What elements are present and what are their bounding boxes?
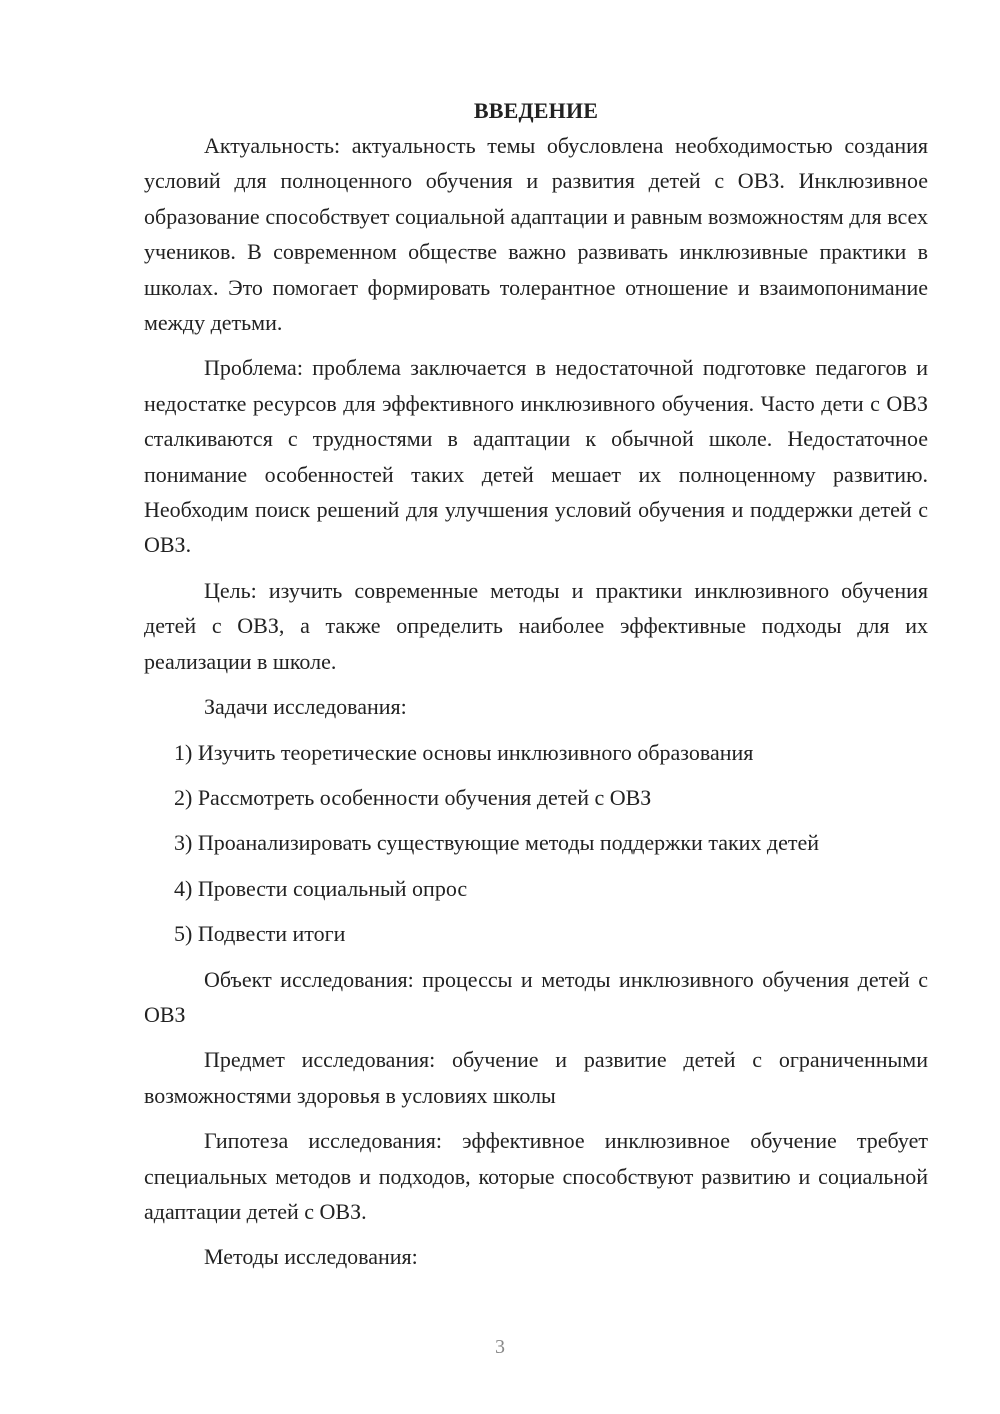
goal-paragraph: Цель: изучить современные методы и практики инклюзивного обучения детей с ОВЗ, а также определить наиболее эффективные подходы для их реализации в школе. (144, 577, 928, 674)
methods-heading: Методы исследования: (204, 1244, 418, 1270)
problem-paragraph: Проблема: проблема заключается в недостаточной подготовке педагогов и недостатке ресурсов для эффективного инклюзивного обучения. Часто дети с ОВЗ сталкиваются с трудностями в адаптации к обычной школе. Недостаточное понимание особенностей таких детей мешает их полноценному развитию. Необходим поиск решений для улучшения условий обучения и поддержки детей с ОВЗ. (144, 355, 928, 558)
tasks-list (144, 735, 928, 952)
page-number: 3 (495, 1336, 505, 1358)
task-item: 1) Изучить теоретические основы инклюзивного образования (174, 739, 754, 765)
task-item: 2) Рассмотреть особенности обучения детей с ОВЗ (174, 784, 652, 810)
relevance-paragraph: Актуальность: актуальность темы обусловлена необходимостью создания условий для полноценного обучения и развития детей с ОВЗ. Инклюзивное образование способствует социальной адаптации и равным возможностям для всех учеников. В современном обществе важно развивать инклюзивные практики в школах. Это помогает формировать толерантное отношение и взаимопонимание между детьми. (144, 133, 928, 336)
object-paragraph: Объект исследования: процессы и методы инклюзивного обучения детей с ОВЗ (144, 966, 928, 1027)
hypothesis-paragraph: Гипотеза исследования: эффективное инклюзивное обучение требует специальных методов и подходов, которые способствуют развитию и социальной адаптации детей с ОВЗ. (144, 1128, 928, 1224)
tasks-heading: Задачи исследования: (204, 694, 407, 720)
document-page (144, 96, 928, 1285)
task-item: 5) Подвести итоги (174, 921, 346, 947)
task-item: 3) Проанализировать существующие методы поддержки таких детей (174, 830, 820, 856)
task-item: 4) Провести социальный опрос (174, 875, 468, 901)
section-title: ВВЕДЕНИЕ (473, 98, 599, 123)
subject-paragraph: Предмет исследования: обучение и развитие детей с ограниченными возможностями здоровья в условиях школы (144, 1047, 928, 1108)
